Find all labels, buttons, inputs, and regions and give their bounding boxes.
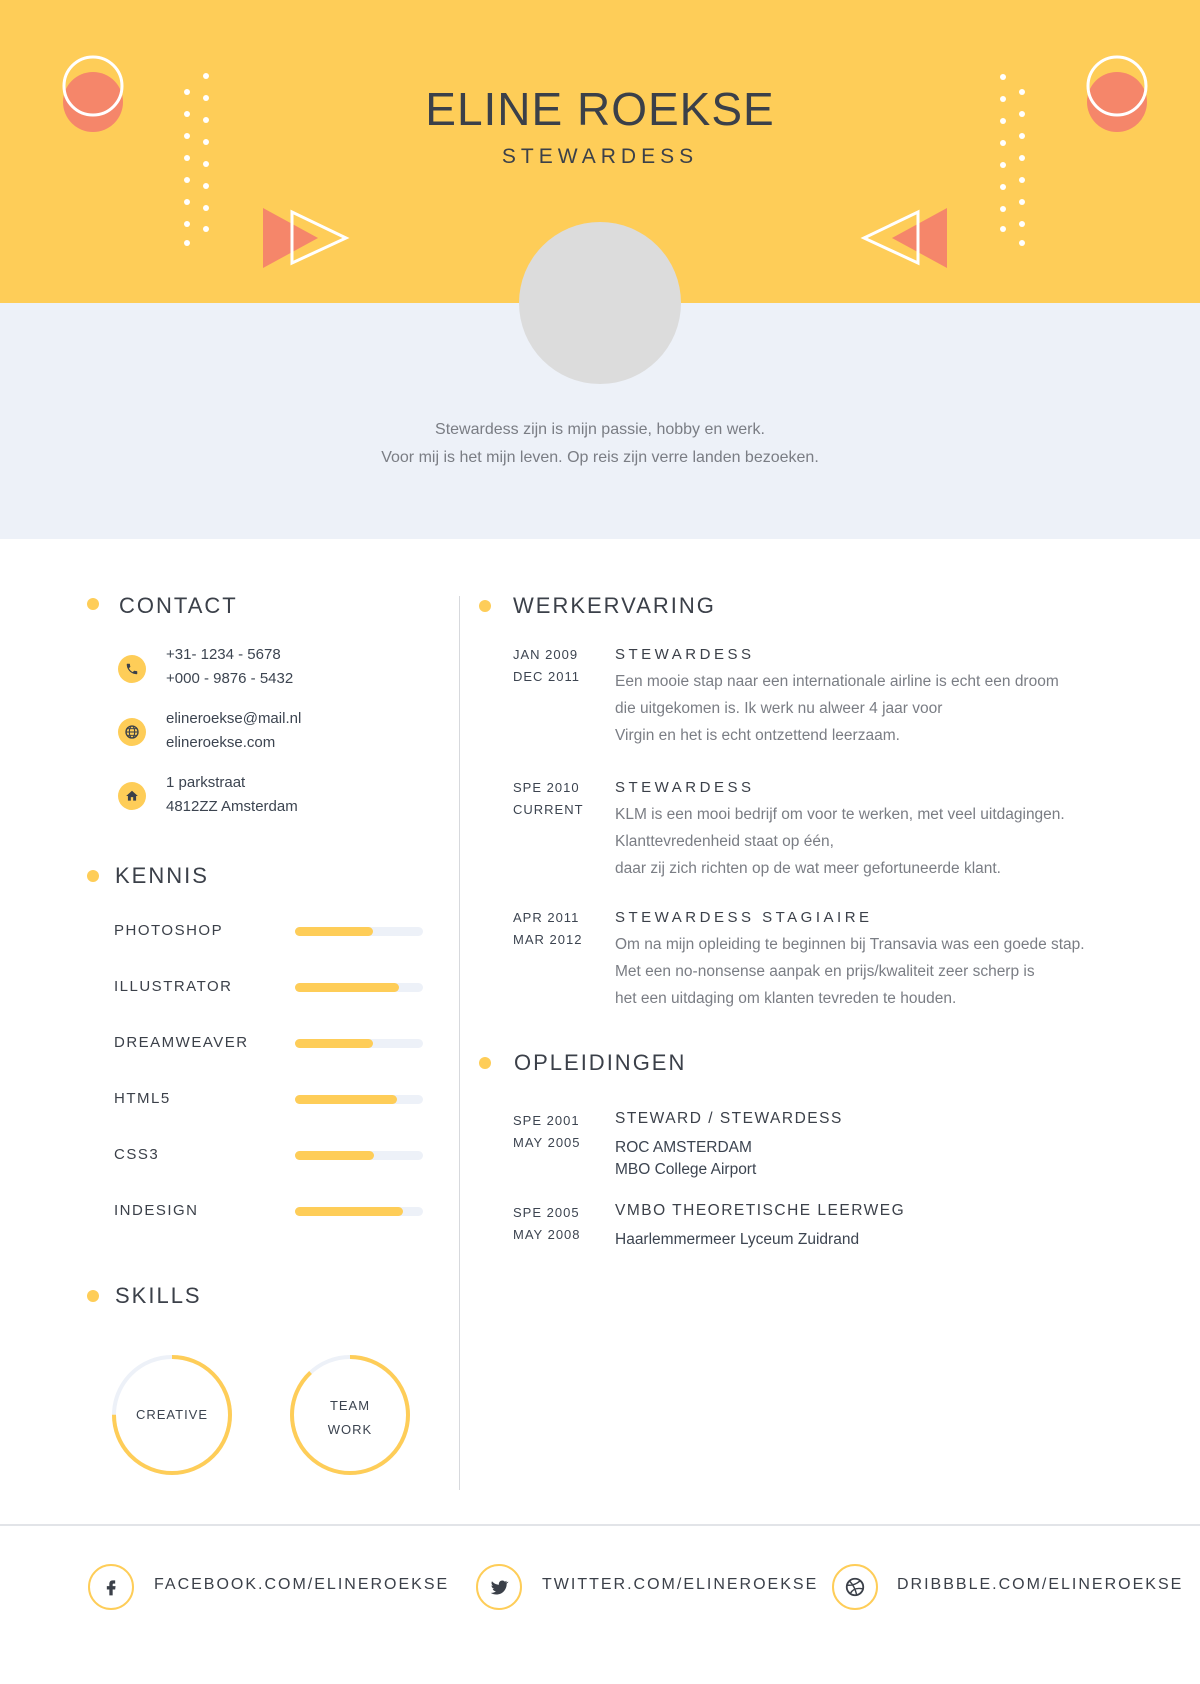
job-description (615, 668, 1135, 749)
job-role: STEWARDESS (615, 646, 755, 663)
person-name: ELINE ROEKSE (425, 83, 775, 135)
date-end: MAY 2008 (513, 1227, 581, 1242)
home-icon (118, 782, 146, 810)
job-title: STEWARDESS (501, 145, 699, 168)
desc-line: KLM is een mooi bedrijf om voor te werken, met veel uitdagingen. (615, 806, 1065, 823)
skill-bar-fill (295, 1095, 397, 1104)
job-description (615, 931, 1135, 1012)
about-line: Voor mij is het mijn leven. Op reis zijn verre landen bezoeken. (381, 449, 819, 466)
skill-bar-track (295, 1039, 423, 1048)
skill-bar-fill (295, 927, 373, 936)
skill-bar-track (295, 1095, 423, 1104)
skill-bar-fill (295, 983, 399, 992)
kennis-heading: KENNIS (115, 863, 209, 888)
section-bullet (479, 1057, 491, 1069)
date-end: DEC 2011 (513, 669, 581, 684)
date-end: CURRENT (513, 802, 584, 817)
skill-label: INDESIGN (114, 1202, 199, 1219)
skill-bar-track (295, 1207, 423, 1216)
twitter-link[interactable]: TWITTER.COM/ELINEROEKSE (542, 1576, 819, 1593)
about-line: Stewardess zijn is mijn passie, hobby en werk. (435, 421, 765, 438)
job-dates (513, 644, 580, 688)
section-bullet (479, 600, 491, 612)
ring-label-teamwork (290, 1394, 410, 1442)
section-bullet (87, 870, 99, 882)
job-role: STEWARDESS (615, 779, 755, 796)
date-start: JAN 2009 (513, 647, 579, 662)
desc-line: die uitgekomen is. Ik werk nu alweer 4 jaar voor (615, 700, 943, 717)
desc-line: Klanttevredenheid staat op één, (615, 833, 834, 850)
edu-school: ROC AMSTERDAM (615, 1139, 752, 1156)
column-divider (459, 596, 460, 1490)
facebook-link[interactable]: FACEBOOK.COM/ELINEROEKSE (154, 1576, 450, 1593)
phone-number: +31- 1234 - 5678 (166, 646, 281, 663)
email-link[interactable]: elineroekse@mail.nl (166, 710, 302, 727)
edu-dates (513, 1202, 581, 1246)
job-description (615, 801, 1135, 882)
phone-icon (118, 655, 146, 683)
desc-line: Met een no-nonsense aanpak en prijs/kwaliteit zeer scherp is (615, 963, 1035, 980)
date-start: APR 2011 (513, 910, 580, 925)
phone-number: +000 - 9876 - 5432 (166, 670, 294, 687)
skill-label: ILLUSTRATOR (114, 978, 233, 995)
skill-bar-fill (295, 1039, 373, 1048)
ring-label-line: CREATIVE (135, 1407, 209, 1422)
twitter-icon[interactable] (476, 1564, 522, 1610)
date-start: SPE 2010 (513, 780, 580, 795)
edu-dates (513, 1110, 581, 1154)
desc-line: Om na mijn opleiding te beginnen bij Transavia was een goede stap. (615, 936, 1085, 953)
dribbble-link[interactable]: DRIBBBLE.COM/ELINEROEKSE (897, 1576, 1184, 1593)
desc-line: Virgin en het is echt ontzettend leerzaam. (615, 727, 900, 744)
skill-bar-fill (295, 1151, 374, 1160)
desc-line: Een mooie stap naar een internationale airline is echt een droom (615, 673, 1059, 690)
skill-label: CSS3 (114, 1146, 160, 1163)
werkervaring-heading: WERKERVARING (513, 593, 716, 618)
skill-label: DREAMWEAVER (114, 1034, 249, 1051)
job-dates (513, 777, 584, 821)
globe-icon (118, 718, 146, 746)
facebook-icon[interactable] (88, 1564, 134, 1610)
contact-heading: CONTACT (119, 593, 238, 618)
skill-bar-fill (295, 1207, 403, 1216)
edu-title: STEWARD / STEWARDESS (615, 1110, 843, 1127)
address-line: 1 parkstraat (166, 774, 246, 791)
opleidingen-heading: OPLEIDINGEN (514, 1050, 687, 1075)
ring-label-creative (112, 1403, 232, 1427)
section-bullet (87, 1290, 99, 1302)
desc-line: daar zij zich richten op de wat meer gefortuneerde klant. (615, 860, 1001, 877)
date-end: MAY 2005 (513, 1135, 581, 1150)
date-end: MAR 2012 (513, 932, 583, 947)
edu-title: VMBO THEORETISCHE LEERWEG (615, 1202, 906, 1219)
footer-divider (0, 1524, 1200, 1526)
date-start: SPE 2005 (513, 1205, 580, 1220)
skill-bar-track (295, 927, 423, 936)
ring-label-line: WORK (327, 1422, 373, 1437)
dribbble-icon[interactable] (832, 1564, 878, 1610)
section-bullet (87, 598, 99, 610)
edu-school: MBO College Airport (615, 1161, 757, 1178)
address-line: 4812ZZ Amsterdam (166, 798, 298, 815)
ring-label-line: TEAM (329, 1398, 371, 1413)
website-link[interactable]: elineroekse.com (166, 734, 276, 751)
job-dates (513, 907, 582, 951)
skill-label: HTML5 (114, 1090, 171, 1107)
profile-photo-placeholder (519, 222, 681, 384)
date-start: SPE 2001 (513, 1113, 580, 1128)
edu-school: Haarlemmermeer Lyceum Zuidrand (615, 1231, 860, 1248)
skill-bar-track (295, 983, 423, 992)
job-role: STEWARDESS STAGIAIRE (615, 909, 873, 926)
skill-bar-track (295, 1151, 423, 1160)
about-text (0, 416, 1200, 472)
desc-line: het een uitdaging om klanten tevreden te houden. (615, 990, 957, 1007)
skills-heading: SKILLS (115, 1283, 202, 1308)
skill-label: PHOTOSHOP (114, 922, 224, 939)
